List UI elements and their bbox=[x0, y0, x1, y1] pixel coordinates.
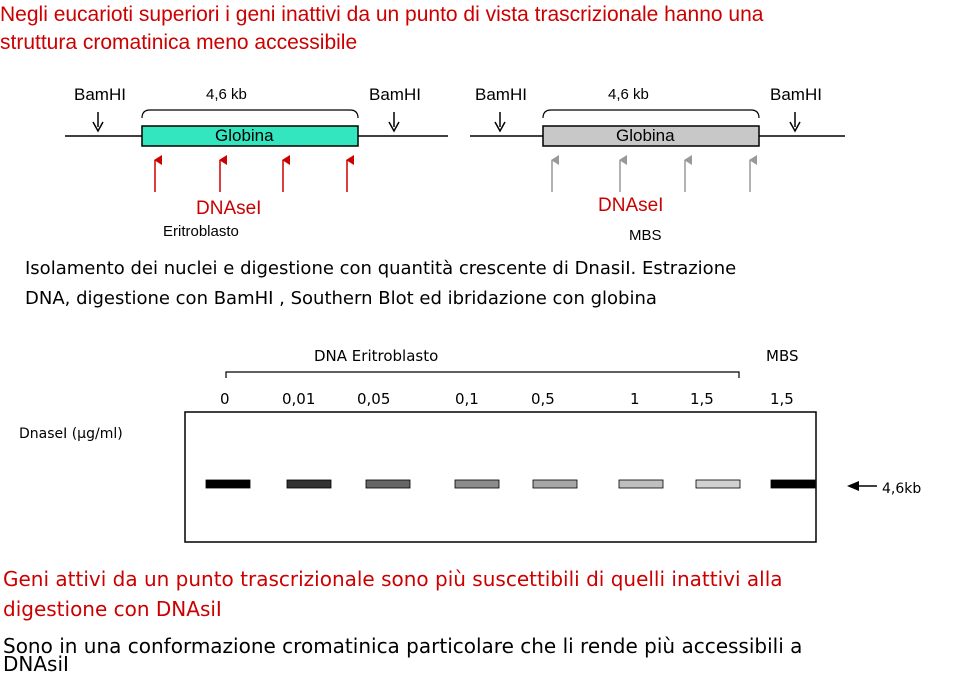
size-bracket-left bbox=[142, 110, 358, 118]
lane-dose-label: 1 bbox=[630, 390, 640, 408]
conclusion-line-4: DNAsiI bbox=[3, 652, 69, 676]
gel-band bbox=[696, 480, 740, 488]
tissue-label-left: Eritroblasto bbox=[163, 223, 239, 240]
method-line-2: DNA, digestione con BamHI , Southern Blot ed ibridazione con globina bbox=[25, 288, 657, 309]
bamhi-label-right-2: BamHI bbox=[770, 85, 822, 104]
gel-band bbox=[619, 480, 663, 488]
bamhi-cut-arrow-right-2 bbox=[790, 112, 800, 131]
conclusion-line-2: digestione con DNAsiI bbox=[3, 597, 222, 621]
conclusion-line-1: Geni attivi da un punto trascrizionale sono più suscettibili di quelli inattivi alla bbox=[3, 567, 783, 591]
band-pointer-head bbox=[847, 481, 859, 491]
right-map bbox=[470, 110, 845, 192]
gene-label-right: Globina bbox=[616, 126, 675, 145]
tissue-label-right: MBS bbox=[629, 227, 662, 244]
lane-dose-label: 0,05 bbox=[357, 390, 391, 408]
band-size-label: 4,6kb bbox=[882, 481, 922, 497]
method-line-1: Isolamento dei nuclei e digestione con quantità crescente di DnasiI. Estrazione bbox=[25, 258, 737, 279]
size-bracket-right bbox=[543, 110, 759, 118]
bamhi-cut-arrow-right-1 bbox=[495, 112, 505, 131]
gel-band bbox=[455, 480, 499, 488]
left-map bbox=[65, 110, 448, 192]
lane-dose-label: 0 bbox=[220, 390, 230, 408]
eritroblasto-bracket bbox=[226, 372, 739, 378]
title-line-1: Negli eucarioti superiori i geni inattivi da un punto di vista trascrizionale hanno una bbox=[0, 3, 764, 26]
gel-band bbox=[287, 480, 331, 488]
bamhi-cut-arrow-left-1 bbox=[93, 112, 103, 131]
enzyme-label-left: DNAseI bbox=[196, 198, 262, 219]
bamhi-label-left-1: BamHI bbox=[74, 85, 126, 104]
lane-dose-label: 1,5 bbox=[690, 390, 714, 408]
title-line-2: struttura cromatinica meno accessibile bbox=[0, 31, 358, 54]
conclusion-line-3: Sono in una conformazione cromatinica particolare che li rende più accessibili a bbox=[3, 634, 803, 658]
bamhi-cut-arrow-left-2 bbox=[389, 112, 399, 131]
gel-frame bbox=[185, 412, 816, 542]
bamhi-label-right-1: BamHI bbox=[475, 85, 527, 104]
gel-band bbox=[533, 480, 577, 488]
gene-label-left: Globina bbox=[215, 126, 274, 145]
enzyme-label-right: DNAseI bbox=[598, 195, 664, 216]
lane-dose-label: 0,1 bbox=[455, 390, 479, 408]
size-label-right: 4,6 kb bbox=[608, 86, 649, 103]
size-label-left: 4,6 kb bbox=[206, 86, 247, 103]
lane-dose-label: 1,5 bbox=[770, 390, 794, 408]
gel-band bbox=[206, 480, 250, 488]
gel-band bbox=[771, 480, 815, 488]
gel-band bbox=[366, 480, 410, 488]
gel-axis-label: DnaseI (µg/ml) bbox=[19, 426, 123, 442]
gel-mbs-label: MBS bbox=[766, 347, 799, 365]
lane-dose-label: 0,5 bbox=[531, 390, 555, 408]
gel-group-label: DNA Eritroblasto bbox=[314, 347, 439, 365]
bamhi-label-left-2: BamHI bbox=[369, 85, 421, 104]
lane-dose-label: 0,01 bbox=[282, 390, 316, 408]
